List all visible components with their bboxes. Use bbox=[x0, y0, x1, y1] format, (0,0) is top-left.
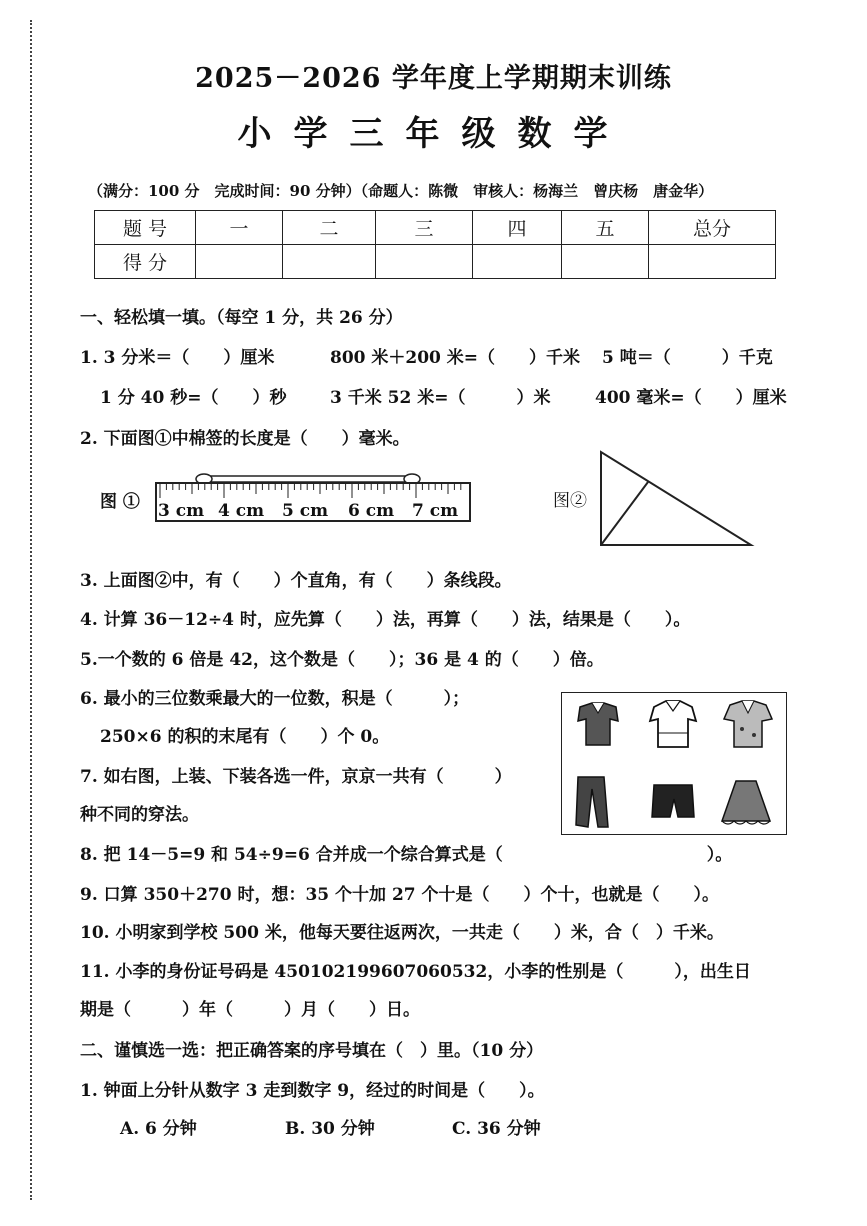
option-c[interactable]: C. 36 分钟 bbox=[452, 1119, 541, 1139]
ruler-label-5cm: 5 cm bbox=[282, 501, 329, 521]
figure-2-label: 图② bbox=[553, 491, 587, 511]
score-table bbox=[94, 210, 776, 279]
clothing-drawing bbox=[562, 693, 786, 834]
clothing-picture bbox=[561, 692, 787, 835]
score-table-score-row bbox=[95, 245, 776, 279]
ruler-drawing bbox=[100, 470, 480, 530]
exam-subtitle: 小学三年级数学 bbox=[237, 114, 630, 154]
q1-part-a: 1. 3 分米＝（ ）厘米 bbox=[80, 348, 275, 368]
figure-2-triangle bbox=[553, 450, 763, 550]
section1-heading: 一、轻松填一填。（每空 1 分，共 26 分） bbox=[80, 308, 403, 328]
score-cell-label: 得 分 bbox=[95, 245, 196, 279]
score-cell-blank[interactable] bbox=[376, 245, 473, 279]
option-a[interactable]: A. 6 分钟 bbox=[120, 1119, 197, 1139]
section2-heading: 二、谨慎选一选：把正确答案的序号填在（ ）里。（10 分） bbox=[80, 1041, 544, 1061]
skirt-icon bbox=[722, 781, 770, 824]
q1-part-c: 5 吨＝（ ）千克 bbox=[602, 348, 773, 368]
score-cell-header: 总分 bbox=[649, 211, 776, 245]
q7-text-b: 种不同的穿法。 bbox=[80, 805, 199, 825]
q7-text-a: 7. 如右图，上装、下装各选一件，京京一共有（ ） bbox=[80, 767, 512, 787]
exam-meta: （满分：100 分 完成时间：90 分钟）（命题人：陈微 审核人：杨海兰 曾庆杨 唐金华） bbox=[88, 182, 714, 200]
score-table-header-row bbox=[95, 211, 776, 245]
ruler-label-3cm: 3 cm bbox=[158, 501, 205, 521]
triangle-drawing bbox=[553, 450, 763, 550]
shirt-icon bbox=[578, 703, 618, 745]
q10-text: 10. 小明家到学校 500 米，他每天要往返两次，一共走（ ）米，合（ ）千米。 bbox=[80, 923, 724, 943]
shirt-icon bbox=[650, 701, 696, 747]
score-cell-blank[interactable] bbox=[562, 245, 649, 279]
q8-text: 8. 把 14－5=9 和 54÷9=6 合并成一个综合算式是（ ）。 bbox=[80, 845, 733, 865]
triangle-outline bbox=[601, 452, 751, 545]
shirt-icon bbox=[724, 701, 772, 747]
q11-text-b: 期是（ ）年（ ）月（ ）日。 bbox=[80, 1000, 420, 1020]
figure-1-ruler bbox=[100, 470, 480, 530]
score-cell-header: 二 bbox=[283, 211, 376, 245]
exam-title: 2025－2026 学年度上学期期末训练 bbox=[195, 63, 672, 94]
q1-part-b: 800 米＋200 米=（ ）千米 bbox=[330, 348, 581, 368]
q6-text-a: 6. 最小的三位数乘最大的一位数，积是（ ）； bbox=[80, 689, 470, 709]
q5-text: 5.一个数的 6 倍是 42，这个数是（ ）；36 是 4 的（ ）倍。 bbox=[80, 650, 604, 670]
score-cell-header: 三 bbox=[376, 211, 473, 245]
score-cell-header: 四 bbox=[473, 211, 562, 245]
score-cell-blank[interactable] bbox=[649, 245, 776, 279]
triangle-inner-line bbox=[601, 482, 648, 545]
cotton-swab-shape bbox=[200, 476, 416, 482]
binding-dotted-line bbox=[30, 20, 32, 1200]
score-cell-blank[interactable] bbox=[196, 245, 283, 279]
q11-text-a: 11. 小李的身份证号码是 450102199607060532，小李的性别是（ ），出生日 bbox=[80, 962, 751, 982]
figure-1-label: 图 ① bbox=[100, 492, 140, 512]
score-cell-header: 一 bbox=[196, 211, 283, 245]
ruler-label-6cm: 6 cm bbox=[348, 501, 395, 521]
s2-q1-text: 1. 钟面上分针从数字 3 走到数字 9，经过的时间是（ ）。 bbox=[80, 1081, 545, 1101]
q1-part-e: 3 千米 52 米=（ ）米 bbox=[330, 388, 551, 408]
q4-text: 4. 计算 36－12÷4 时，应先算（ ）法，再算（ ）法，结果是（ ）。 bbox=[80, 610, 691, 630]
score-cell-header: 五 bbox=[562, 211, 649, 245]
q1-part-d: 1 分 40 秒=（ ）秒 bbox=[100, 388, 287, 408]
q9-text: 9. 口算 350＋270 时，想：35 个十加 27 个十是（ ）个十，也就是（ ）。 bbox=[80, 885, 720, 905]
pants-icon bbox=[576, 777, 608, 827]
shorts-icon bbox=[652, 785, 694, 817]
score-cell-blank[interactable] bbox=[473, 245, 562, 279]
score-cell-blank[interactable] bbox=[283, 245, 376, 279]
score-cell-label: 题 号 bbox=[95, 211, 196, 245]
ruler-label-7cm: 7 cm bbox=[412, 501, 459, 521]
q3-text: 3. 上面图②中，有（ ）个直角，有（ ）条线段。 bbox=[80, 571, 512, 591]
q1-part-f: 400 毫米=（ ）厘米 bbox=[595, 388, 787, 408]
q6-text-b: 250×6 的积的末尾有（ ）个 0。 bbox=[100, 727, 390, 747]
option-b[interactable]: B. 30 分钟 bbox=[285, 1119, 375, 1139]
q2-text: 2. 下面图①中棉签的长度是（ ）毫米。 bbox=[80, 429, 410, 449]
ruler-label-4cm: 4 cm bbox=[218, 501, 265, 521]
